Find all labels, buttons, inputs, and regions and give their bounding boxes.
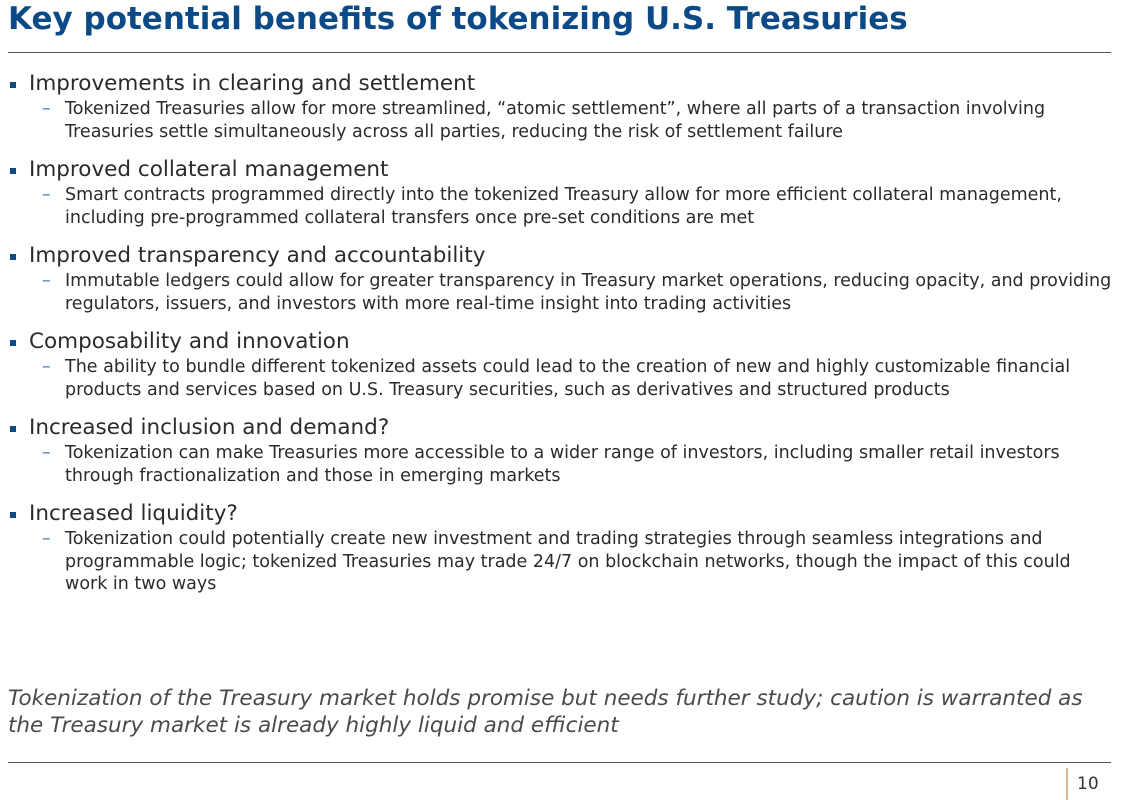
page-title: Key potential benefits of tokenizing U.S. Treasuries xyxy=(8,1,908,37)
bullet-heading-text: Composability and innovation xyxy=(29,329,350,354)
dash-bullet-icon: – xyxy=(42,99,51,119)
title-divider xyxy=(8,52,1111,53)
bullet-detail-text: Tokenization can make Treasuries more accessible to a wider range of investors, including smaller retail investors through fractionalization and those in emerging markets xyxy=(65,443,1060,486)
square-bullet-icon xyxy=(10,512,16,518)
square-bullet-icon xyxy=(10,340,16,346)
square-bullet-icon xyxy=(10,168,16,174)
bullet-heading xyxy=(8,501,1113,527)
bullet-detail xyxy=(8,442,1113,487)
footer-divider xyxy=(8,762,1111,763)
conclusion-statement: Tokenization of the Treasury market holds promise but needs further study; caution is warranted as the Treasury market is already highly liquid and efficient xyxy=(8,686,1083,738)
bullet-heading-text: Improved transparency and accountability xyxy=(29,243,486,268)
bullet-heading xyxy=(8,157,1113,183)
dash-bullet-icon: – xyxy=(42,357,51,377)
bullet-heading-text: Improved collateral management xyxy=(29,157,389,182)
bullet-detail xyxy=(8,270,1113,315)
list-item xyxy=(8,157,1113,229)
square-bullet-icon xyxy=(10,254,16,260)
list-item xyxy=(8,71,1113,143)
dash-bullet-icon: – xyxy=(42,529,51,549)
bullet-heading-text: Increased liquidity? xyxy=(29,501,238,526)
bullet-detail-text: The ability to bundle different tokenized assets could lead to the creation of new and highly customizable financial products and services based on U.S. Treasury securities, such as derivatives and structured products xyxy=(65,357,1071,400)
bullet-heading xyxy=(8,71,1113,97)
bullet-heading xyxy=(8,243,1113,269)
bullet-detail xyxy=(8,184,1113,229)
bullet-detail-text: Tokenization could potentially create new investment and trading strategies through seamless integrations and programmable logic; tokenized Treasuries may trade 24/7 on blockchain networks, though the impact of this could work in two ways xyxy=(65,529,1071,594)
bullet-heading xyxy=(8,415,1113,441)
bullet-heading-text: Improvements in clearing and settlement xyxy=(29,71,476,96)
bullet-heading xyxy=(8,329,1113,355)
bullet-detail xyxy=(8,98,1113,143)
square-bullet-icon xyxy=(10,82,16,88)
list-item xyxy=(8,243,1113,315)
bullet-detail-text: Smart contracts programmed directly into the tokenized Treasury allow for more efficient collateral management, including pre-programmed collateral transfers once pre-set conditions are met xyxy=(65,185,1062,228)
benefits-list xyxy=(8,71,1113,610)
square-bullet-icon xyxy=(10,426,16,432)
bullet-detail-text: Immutable ledgers could allow for greater transparency in Treasury market operations, reducing opacity, and providing regulators, issuers, and investors with more real-time insight into trading activities xyxy=(65,271,1112,314)
page-number: 10 xyxy=(1077,774,1099,794)
page-number-accent-bar xyxy=(1066,768,1068,800)
bullet-detail xyxy=(8,528,1113,596)
list-item xyxy=(8,501,1113,596)
dash-bullet-icon: – xyxy=(42,271,51,291)
dash-bullet-icon: – xyxy=(42,443,51,463)
bullet-detail-text: Tokenized Treasuries allow for more streamlined, “atomic settlement”, where all parts of a transaction involving Treasuries settle simultaneously across all parties, reducing the risk of settlement failure xyxy=(65,99,1046,142)
list-item xyxy=(8,329,1113,401)
list-item xyxy=(8,415,1113,487)
bullet-heading-text: Increased inclusion and demand? xyxy=(29,415,390,440)
bullet-detail xyxy=(8,356,1113,401)
dash-bullet-icon: – xyxy=(42,185,51,205)
